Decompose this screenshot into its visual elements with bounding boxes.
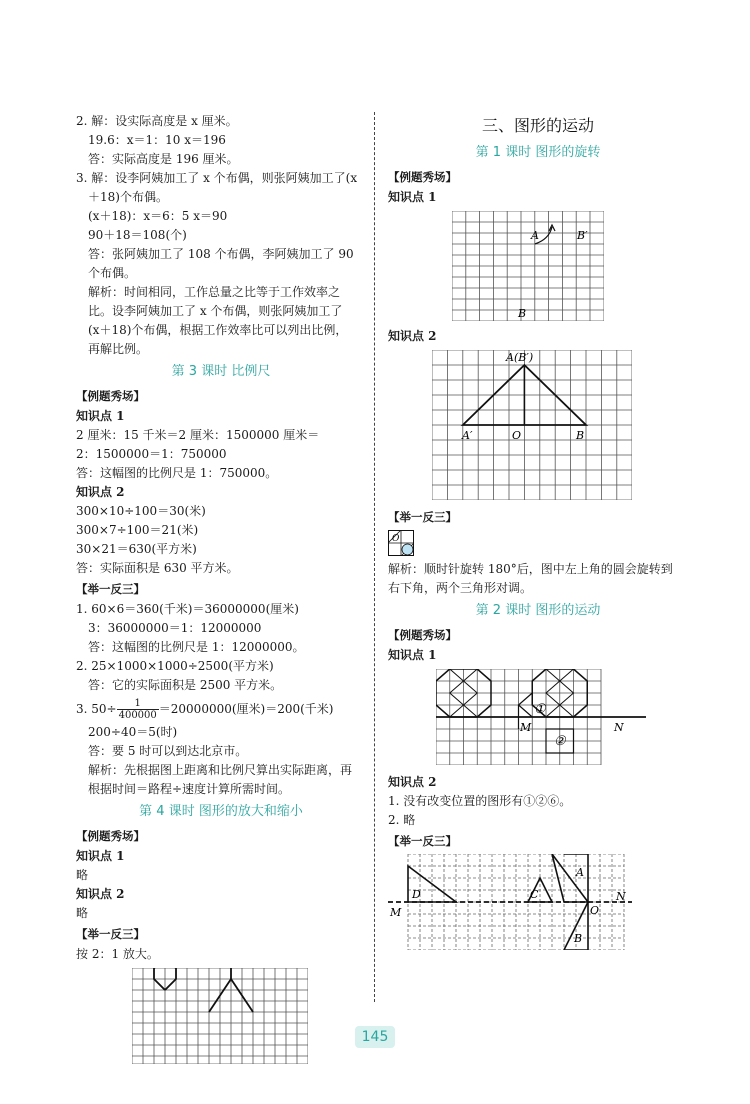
grid-lines <box>452 211 604 321</box>
kp2-line-3: 30×21＝630(平方米) <box>76 542 197 556</box>
motion-kp2-line-2: 2. 略 <box>388 813 416 827</box>
left-column <box>76 112 366 1064</box>
answer-3-line-3: (x＋18)：x＝6：5 x＝90 <box>88 209 228 223</box>
label-a: A <box>531 229 539 242</box>
label-n-2: N <box>616 890 626 903</box>
motion-knowledge-point-1: 知识点 1 <box>388 648 437 662</box>
label-circle-2: ② <box>554 734 566 749</box>
kp1-line-3: 答：这幅图的比例尺是 1：750000。 <box>76 466 278 480</box>
label-a-b-prime: A(B′) <box>506 351 534 364</box>
answer-3-line-5: 答：张阿姨加工了 108 个布偶，李阿姨加工了 90 <box>88 247 354 261</box>
label-o-small: O <box>392 534 400 544</box>
unit-title: 三、图形的运动 <box>481 116 594 135</box>
lesson-3-title: 第 3 课时 比例尺 <box>171 364 271 379</box>
kp2b-answer: 略 <box>76 906 89 920</box>
practice-1-line-1: 1. 60×6＝360(千米)＝36000000(厘米) <box>76 602 299 616</box>
label-c: C <box>530 888 539 901</box>
label-m-2: M <box>390 906 402 919</box>
practice-3-analysis-1: 解析：先根据图上距离和比例尺算出实际距离，再 <box>88 763 353 777</box>
motion-dashed-grid-figure <box>388 854 638 950</box>
enlarge-instruction: 按 2：1 放大。 <box>76 947 159 961</box>
analysis-3-line-4: 再解比例。 <box>88 342 149 356</box>
label-a-2: A <box>576 866 584 879</box>
knowledge-point-1: 知识点 1 <box>76 409 125 423</box>
motion-kp2-line-1: 1. 没有改变位置的图形有①②⑥。 <box>388 794 572 808</box>
label-circle-1: ① <box>534 702 546 717</box>
circle-shape <box>402 544 413 555</box>
label-m: M <box>520 721 532 734</box>
label-b-2: B <box>576 429 585 442</box>
right-column <box>388 112 688 950</box>
analysis-3-line-2: 比。设李阿姨加工了 x 个布偶，则张阿姨加工了 <box>88 304 343 318</box>
page-number: 145 <box>355 1026 395 1048</box>
practice-2-line-2: 答：它的实际面积是 2500 平方米。 <box>88 678 283 692</box>
practice-heading-2: 【举一反三】 <box>76 927 145 941</box>
rotation-square-figure <box>388 530 414 556</box>
answer-3-line-6: 个布偶。 <box>88 266 137 280</box>
rotation-grid-figure-1 <box>452 211 604 321</box>
practice-1-line-3: 答：这幅图的比例尺是 1：12000000。 <box>88 640 305 654</box>
practice-heading-right-2: 【举一反三】 <box>388 834 457 848</box>
rotation-knowledge-point-1: 知识点 1 <box>388 190 437 204</box>
kp2-line-4: 答：实际面积是 630 平方米。 <box>76 561 239 575</box>
analysis-3-line-1: 解析：时间相同，工作总量之比等于工作效率之 <box>88 285 341 299</box>
lesson-1-title: 第 1 课时 图形的旋转 <box>475 145 601 160</box>
practice-3-prefix: 3. 50÷ <box>76 702 117 716</box>
kp1b-answer: 略 <box>76 868 89 882</box>
answer-3-line-2: ＋18)个布偶。 <box>88 190 168 204</box>
knowledge-point-1b: 知识点 1 <box>76 849 125 863</box>
practice-heading-right: 【举一反三】 <box>388 510 457 524</box>
kp2-line-1: 300×10÷100＝30(米) <box>76 504 206 518</box>
practice-3-suffix: ＝20000000(厘米)＝200(千米) <box>158 702 334 716</box>
lesson-2-title: 第 2 课时 图形的运动 <box>475 603 601 618</box>
answer-2-line-1: 2. 解：设实际高度是 x 厘米。 <box>76 114 238 128</box>
kp1-line-2: 2：1500000＝1：750000 <box>76 447 227 461</box>
fraction-denominator: 400000 <box>118 710 157 721</box>
practice-1-line-2: 3：36000000＝1：12000000 <box>88 621 262 635</box>
analysis-line-2: 右下角，两个三角形对调。 <box>388 581 533 595</box>
motion-grid-figure <box>436 669 648 765</box>
practice-3-line-1 <box>76 695 366 723</box>
practice-heading: 【举一反三】 <box>76 582 145 596</box>
kp2-line-2: 300×7÷100＝21(米) <box>76 523 199 537</box>
label-b-3: B <box>574 932 583 945</box>
example-heading-right: 【例题秀场】 <box>388 170 457 184</box>
practice-3-analysis-2: 根据时间＝路程÷速度计算所需时间。 <box>88 782 291 796</box>
answer-2-line-2: 19.6：x＝1：10 x＝196 <box>88 133 226 147</box>
kp1-line-1: 2 厘米：15 千米＝2 厘米：1500000 厘米＝ <box>76 428 320 442</box>
lesson-4-title: 第 4 课时 图形的放大和缩小 <box>139 804 303 819</box>
label-d: D <box>412 888 421 901</box>
knowledge-point-2: 知识点 2 <box>76 485 125 499</box>
knowledge-point-2b: 知识点 2 <box>76 887 125 901</box>
fraction-numerator: 1 <box>117 698 159 710</box>
practice-3-line-2: 200÷40＝5(时) <box>88 725 178 739</box>
column-divider <box>374 112 375 1002</box>
answer-3-line-4: 90＋18＝108(个) <box>88 228 187 242</box>
example-heading: 【例题秀场】 <box>76 389 145 403</box>
analysis-line-1: 解析：顺时针旋转 180°后，图中左上角的圆会旋转到 <box>388 562 673 576</box>
label-b-prime: B′ <box>577 229 588 242</box>
rotation-knowledge-point-2: 知识点 2 <box>388 329 437 343</box>
practice-3-line-3: 答：要 5 时可以到达北京市。 <box>88 744 248 758</box>
answer-3-line-1: 3. 解：设李阿姨加工了 x 个布偶，则张阿姨加工了(x <box>76 171 358 185</box>
enlargement-grid-figure <box>132 968 308 1064</box>
example-heading-right-2: 【例题秀场】 <box>388 628 457 642</box>
rotation-grid-figure-2 <box>432 350 632 500</box>
motion-knowledge-point-2: 知识点 2 <box>388 775 437 789</box>
label-n: N <box>614 721 624 734</box>
label-o: O <box>512 429 522 442</box>
practice-2-line-1: 2. 25×1000×1000÷2500(平方米) <box>76 659 274 673</box>
label-o-2: O <box>590 904 600 917</box>
label-a-prime: A′ <box>462 429 473 442</box>
example-heading-2: 【例题秀场】 <box>76 829 145 843</box>
fraction <box>117 698 159 721</box>
answer-2-line-3: 答：实际高度是 196 厘米。 <box>88 152 239 166</box>
label-b: B <box>518 307 527 320</box>
analysis-3-line-3: (x＋18)个布偶，根据工作效率比可以列出比例， <box>88 323 348 337</box>
